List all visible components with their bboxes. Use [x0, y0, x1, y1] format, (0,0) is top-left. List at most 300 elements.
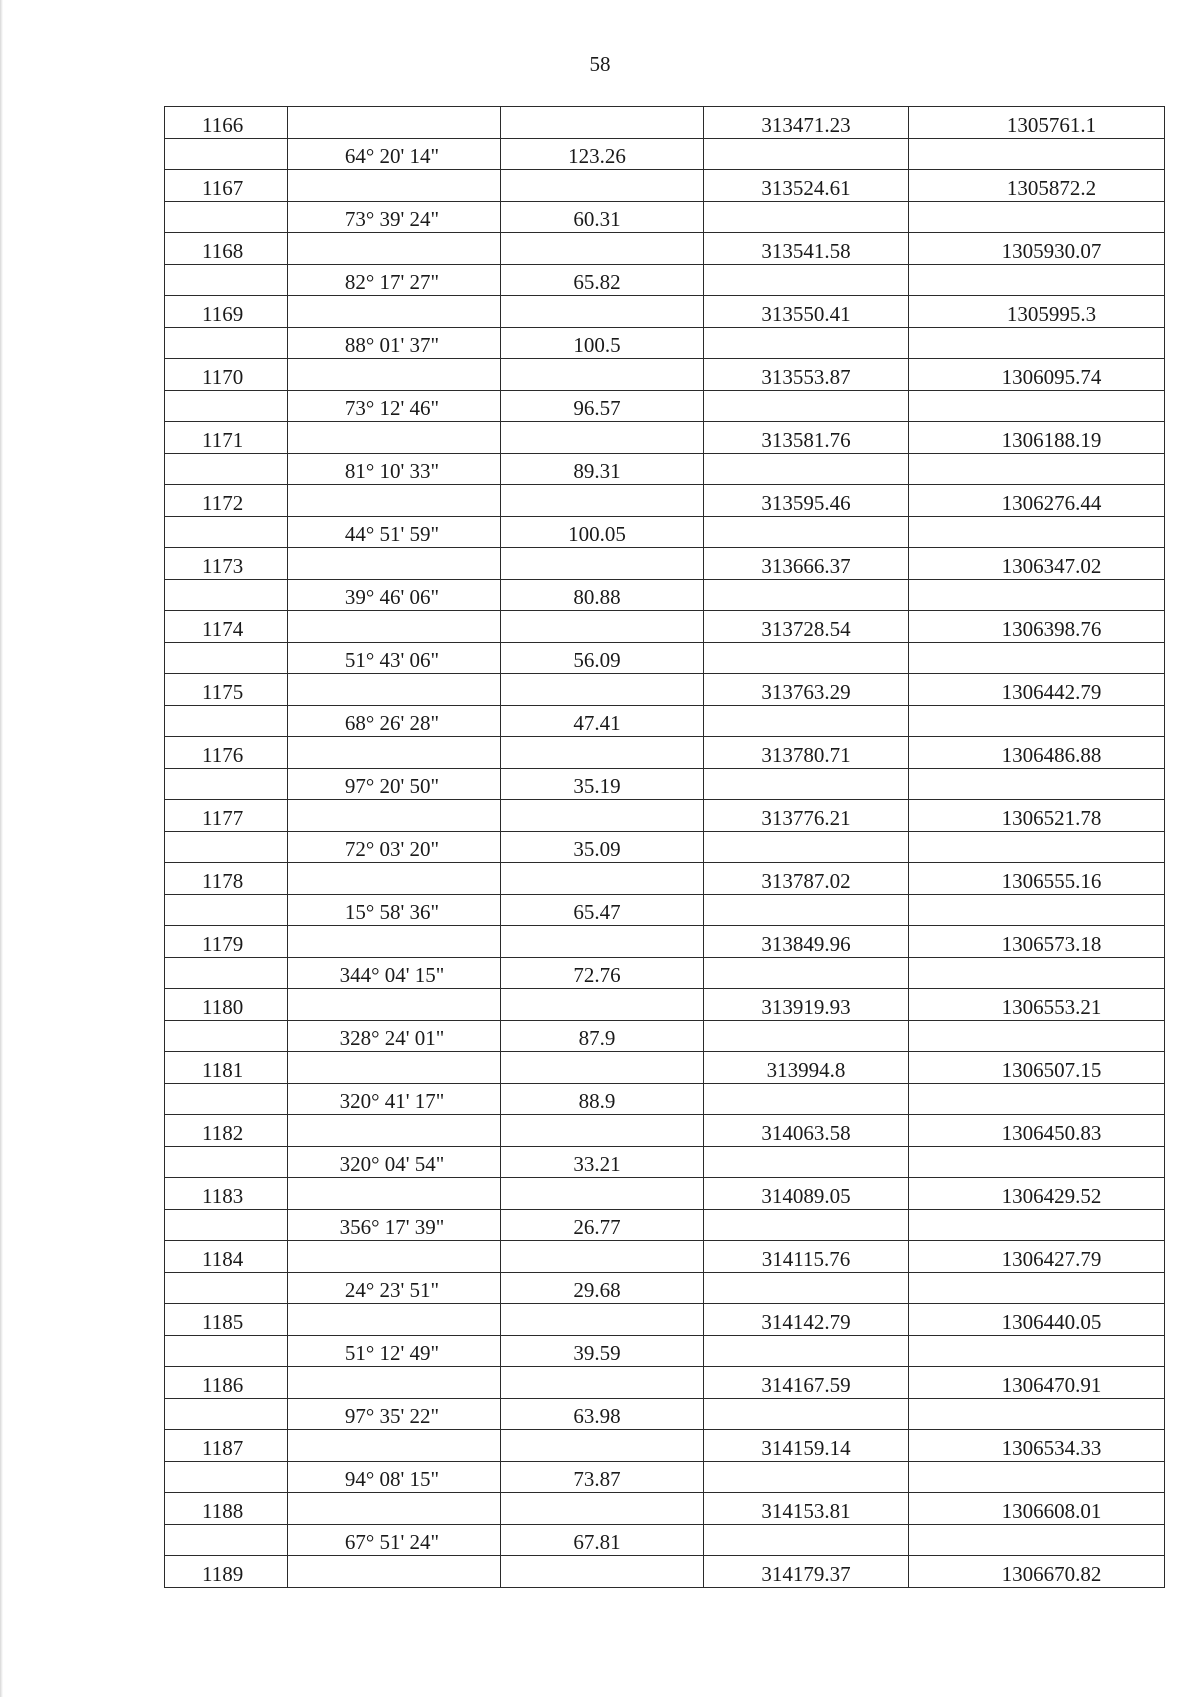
- easting-cell: [704, 926, 909, 958]
- distance-cell: [501, 926, 704, 958]
- bearing-cell-text: 72° 03' 20": [344, 837, 440, 861]
- distance-cell: [501, 737, 704, 769]
- bearing-cell: [288, 359, 501, 391]
- distance-cell: [501, 1461, 704, 1493]
- bearing-cell: [288, 107, 501, 139]
- table-row-leg: [165, 768, 1165, 800]
- distance-cell-text: 29.68: [573, 1278, 621, 1302]
- easting-cell: [704, 107, 909, 139]
- distance-cell: [501, 642, 704, 674]
- northing-cell-text: 1305872.2: [1006, 175, 1097, 200]
- station-cell-text: 1180: [202, 994, 244, 1019]
- easting-cell-text: 313553.87: [761, 364, 851, 389]
- northing-cell-text: 1306450.83: [1001, 1120, 1102, 1145]
- easting-cell: [704, 516, 909, 548]
- bearing-cell-text: 94° 08' 15": [344, 1467, 440, 1491]
- station-cell: [165, 1556, 288, 1588]
- distance-cell: [501, 894, 704, 926]
- station-cell: [165, 296, 288, 328]
- bearing-cell: [288, 611, 501, 643]
- easting-cell-text: 313849.96: [761, 931, 851, 956]
- distance-cell: [501, 1398, 704, 1430]
- station-cell-text: 1176: [202, 742, 244, 767]
- northing-cell: [909, 1430, 1165, 1462]
- northing-cell: [909, 359, 1165, 391]
- station-cell: [165, 138, 288, 170]
- station-cell: [165, 863, 288, 895]
- table-row-point: [165, 674, 1165, 706]
- distance-cell-text: 35.09: [573, 837, 621, 861]
- northing-cell: [909, 485, 1165, 517]
- northing-cell-text: 1306440.05: [1001, 1309, 1102, 1334]
- bearing-cell: [288, 1493, 501, 1525]
- station-cell-text: 1184: [202, 1246, 244, 1271]
- table-row-leg: [165, 894, 1165, 926]
- distance-cell: [501, 957, 704, 989]
- bearing-cell: [288, 800, 501, 832]
- northing-cell: [909, 737, 1165, 769]
- northing-cell-text: 1306670.82: [1001, 1561, 1102, 1586]
- distance-cell-text: 72.76: [573, 963, 621, 987]
- bearing-cell-text: 24° 23' 51": [344, 1278, 440, 1302]
- bearing-cell: [288, 894, 501, 926]
- distance-cell-text: 63.98: [573, 1404, 621, 1428]
- station-cell: [165, 1115, 288, 1147]
- easting-cell: [704, 642, 909, 674]
- easting-cell: [704, 1083, 909, 1115]
- bearing-cell-text: 320° 41' 17": [339, 1089, 445, 1113]
- station-cell: [165, 359, 288, 391]
- distance-cell: [501, 611, 704, 643]
- distance-cell: [501, 768, 704, 800]
- distance-cell-text: 73.87: [573, 1467, 621, 1491]
- bearing-cell-text: 68° 26' 28": [344, 711, 440, 735]
- bearing-cell-text: 44° 51' 59": [344, 522, 440, 546]
- distance-cell: [501, 863, 704, 895]
- northing-cell-text: 1306398.76: [1001, 616, 1102, 641]
- table-row-point: [165, 800, 1165, 832]
- easting-cell: [704, 390, 909, 422]
- easting-cell-text: 314159.14: [761, 1435, 851, 1460]
- station-cell: [165, 1493, 288, 1525]
- bearing-cell: [288, 233, 501, 265]
- table-row-leg: [165, 1020, 1165, 1052]
- northing-cell: [909, 1052, 1165, 1084]
- bearing-cell: [288, 674, 501, 706]
- table-row-leg: [165, 1398, 1165, 1430]
- station-cell: [165, 453, 288, 485]
- northing-cell: [909, 233, 1165, 265]
- northing-cell-text: 1305761.1: [1006, 112, 1097, 137]
- distance-cell: [501, 831, 704, 863]
- bearing-cell-text: 15° 58' 36": [344, 900, 440, 924]
- easting-cell: [704, 800, 909, 832]
- distance-cell: [501, 1272, 704, 1304]
- distance-cell-text: 67.81: [573, 1530, 621, 1554]
- station-cell: [165, 170, 288, 202]
- easting-cell-text: 314179.37: [761, 1561, 851, 1586]
- distance-cell: [501, 453, 704, 485]
- table-row-point: [165, 737, 1165, 769]
- bearing-cell: [288, 296, 501, 328]
- easting-cell: [704, 453, 909, 485]
- station-cell-text: 1186: [202, 1372, 244, 1397]
- northing-cell: [909, 170, 1165, 202]
- bearing-cell: [288, 138, 501, 170]
- bearing-cell: [288, 579, 501, 611]
- easting-cell: [704, 1304, 909, 1336]
- bearing-cell: [288, 1272, 501, 1304]
- easting-cell-text: 313728.54: [761, 616, 851, 641]
- station-cell: [165, 768, 288, 800]
- distance-cell: [501, 170, 704, 202]
- station-cell: [165, 327, 288, 359]
- bearing-cell-text: 82° 17' 27": [344, 270, 440, 294]
- station-cell-text: 1173: [202, 553, 244, 578]
- station-cell: [165, 611, 288, 643]
- station-cell-text: 1168: [202, 238, 244, 263]
- easting-cell-text: 313595.46: [761, 490, 851, 515]
- easting-cell-text: 314167.59: [761, 1372, 851, 1397]
- distance-cell: [501, 579, 704, 611]
- station-cell: [165, 926, 288, 958]
- easting-cell: [704, 705, 909, 737]
- table-row-leg: [165, 1083, 1165, 1115]
- easting-cell: [704, 422, 909, 454]
- table-row-leg: [165, 1524, 1165, 1556]
- distance-cell-text: 123.26: [568, 144, 626, 168]
- northing-cell: [909, 957, 1165, 989]
- easting-cell: [704, 579, 909, 611]
- easting-cell: [704, 1020, 909, 1052]
- station-cell-text: 1167: [202, 175, 244, 200]
- easting-cell-text: 313581.76: [761, 427, 851, 452]
- easting-cell-text: 313666.37: [761, 553, 851, 578]
- northing-cell: [909, 453, 1165, 485]
- northing-cell-text: 1306429.52: [1001, 1183, 1102, 1208]
- northing-cell: [909, 1335, 1165, 1367]
- bearing-cell: [288, 170, 501, 202]
- table-row-point: [165, 422, 1165, 454]
- page-number: 58: [589, 52, 611, 76]
- bearing-cell: [288, 1556, 501, 1588]
- easting-cell: [704, 611, 909, 643]
- northing-cell: [909, 422, 1165, 454]
- northing-cell: [909, 1178, 1165, 1210]
- distance-cell-text: 96.57: [573, 396, 621, 420]
- bearing-cell-text: 73° 12' 46": [344, 396, 440, 420]
- table-row-point: [165, 548, 1165, 580]
- bearing-cell: [288, 1115, 501, 1147]
- northing-cell: [909, 201, 1165, 233]
- distance-cell-text: 80.88: [573, 585, 621, 609]
- table-row-leg: [165, 579, 1165, 611]
- bearing-cell-text: 97° 35' 22": [344, 1404, 440, 1428]
- northing-cell-text: 1306553.21: [1001, 994, 1102, 1019]
- northing-cell: [909, 1493, 1165, 1525]
- station-cell: [165, 1430, 288, 1462]
- easting-cell: [704, 1178, 909, 1210]
- bearing-cell: [288, 1178, 501, 1210]
- table-row-point: [165, 296, 1165, 328]
- easting-cell: [704, 989, 909, 1021]
- station-cell: [165, 800, 288, 832]
- station-cell: [165, 233, 288, 265]
- easting-cell-text: 313471.23: [761, 112, 851, 137]
- bearing-cell-text: [288, 1585, 500, 1587]
- northing-cell: [909, 390, 1165, 422]
- station-cell-text: 1170: [202, 364, 244, 389]
- northing-cell: [909, 705, 1165, 737]
- distance-cell: [501, 201, 704, 233]
- distance-cell: [501, 548, 704, 580]
- table-row-point: [165, 107, 1165, 139]
- bearing-cell-text: 344° 04' 15": [339, 963, 445, 987]
- easting-cell: [704, 485, 909, 517]
- distance-cell: [501, 233, 704, 265]
- bearing-cell: [288, 1430, 501, 1462]
- scan-edge: [0, 0, 3, 1697]
- station-cell: [165, 642, 288, 674]
- easting-cell: [704, 1115, 909, 1147]
- distance-cell-text: 56.09: [573, 648, 621, 672]
- bearing-cell: [288, 1209, 501, 1241]
- distance-cell: [501, 107, 704, 139]
- station-cell-text: 1182: [202, 1120, 244, 1145]
- station-cell: [165, 201, 288, 233]
- table-row-point: [165, 1304, 1165, 1336]
- station-cell: [165, 705, 288, 737]
- easting-cell: [704, 1052, 909, 1084]
- distance-cell: [501, 989, 704, 1021]
- bearing-cell: [288, 831, 501, 863]
- easting-cell: [704, 1272, 909, 1304]
- station-cell-text: 1189: [202, 1561, 244, 1586]
- bearing-cell-text: 81° 10' 33": [344, 459, 440, 483]
- easting-cell: [704, 1241, 909, 1273]
- northing-cell: [909, 1083, 1165, 1115]
- distance-cell: [501, 1052, 704, 1084]
- bearing-cell: [288, 768, 501, 800]
- distance-cell: [501, 1524, 704, 1556]
- station-cell-text: 1174: [202, 616, 244, 641]
- northing-cell: [909, 107, 1165, 139]
- table-row-point: [165, 485, 1165, 517]
- table-row-leg: [165, 1209, 1165, 1241]
- bearing-cell: [288, 327, 501, 359]
- station-cell-text: 1177: [202, 805, 244, 830]
- northing-cell: [909, 768, 1165, 800]
- northing-cell: [909, 1367, 1165, 1399]
- northing-cell: [909, 894, 1165, 926]
- distance-cell: [501, 1304, 704, 1336]
- table-row-point: [165, 1556, 1165, 1588]
- easting-cell: [704, 327, 909, 359]
- northing-cell: [909, 548, 1165, 580]
- bearing-cell: [288, 516, 501, 548]
- easting-cell: [704, 359, 909, 391]
- distance-cell: [501, 138, 704, 170]
- table-row-point: [165, 233, 1165, 265]
- station-cell: [165, 1398, 288, 1430]
- bearing-cell: [288, 1398, 501, 1430]
- bearing-cell-text: 67° 51' 24": [344, 1530, 440, 1554]
- northing-cell: [909, 1209, 1165, 1241]
- northing-cell-text: 1305930.07: [1001, 238, 1102, 263]
- station-cell: [165, 1020, 288, 1052]
- bearing-cell: [288, 390, 501, 422]
- northing-cell-text: 1306486.88: [1001, 742, 1102, 767]
- distance-cell-text: 65.47: [573, 900, 621, 924]
- table-row-point: [165, 1178, 1165, 1210]
- bearing-cell: [288, 863, 501, 895]
- station-cell: [165, 548, 288, 580]
- station-cell-text: 1169: [202, 301, 244, 326]
- bearing-cell-text: 356° 17' 39": [339, 1215, 445, 1239]
- easting-cell-text: 313776.21: [761, 805, 851, 830]
- station-cell-text: 1187: [202, 1435, 244, 1460]
- easting-cell-text: 313994.8: [766, 1057, 846, 1082]
- easting-cell: [704, 1209, 909, 1241]
- easting-cell-text: 313780.71: [761, 742, 851, 767]
- distance-cell: [501, 800, 704, 832]
- table-row-leg: [165, 1146, 1165, 1178]
- station-cell: [165, 1367, 288, 1399]
- northing-cell: [909, 264, 1165, 296]
- northing-cell: [909, 1461, 1165, 1493]
- easting-cell: [704, 831, 909, 863]
- distance-cell-text: 89.31: [573, 459, 621, 483]
- northing-cell: [909, 1272, 1165, 1304]
- table-row-point: [165, 359, 1165, 391]
- easting-cell: [704, 233, 909, 265]
- distance-cell-text: 87.9: [578, 1026, 616, 1050]
- northing-cell-text: 1306427.79: [1001, 1246, 1102, 1271]
- easting-cell: [704, 138, 909, 170]
- station-cell-text: 1185: [202, 1309, 244, 1334]
- distance-cell: [501, 327, 704, 359]
- table-row-point: [165, 1241, 1165, 1273]
- station-cell: [165, 1083, 288, 1115]
- easting-cell: [704, 1493, 909, 1525]
- table-row-point: [165, 926, 1165, 958]
- station-cell-text: 1179: [202, 931, 244, 956]
- easting-cell-text: 313524.61: [761, 175, 851, 200]
- easting-cell: [704, 674, 909, 706]
- station-cell: [165, 1178, 288, 1210]
- table-row-leg: [165, 1461, 1165, 1493]
- easting-cell: [704, 201, 909, 233]
- table-row-point: [165, 989, 1165, 1021]
- northing-cell: [909, 863, 1165, 895]
- station-cell-text: 1188: [202, 1498, 244, 1523]
- distance-cell-text: 65.82: [573, 270, 621, 294]
- distance-cell: [501, 390, 704, 422]
- northing-cell: [909, 516, 1165, 548]
- station-cell: [165, 1052, 288, 1084]
- station-cell-text: 1171: [202, 427, 244, 452]
- easting-cell: [704, 863, 909, 895]
- distance-cell: [501, 1146, 704, 1178]
- bearing-cell: [288, 737, 501, 769]
- northing-cell: [909, 642, 1165, 674]
- table-row-leg: [165, 138, 1165, 170]
- easting-cell: [704, 296, 909, 328]
- distance-cell-text: 39.59: [573, 1341, 621, 1365]
- northing-cell: [909, 800, 1165, 832]
- distance-cell: [501, 1115, 704, 1147]
- easting-cell-text: 313787.02: [761, 868, 851, 893]
- table-row-leg: [165, 390, 1165, 422]
- northing-cell: [909, 926, 1165, 958]
- northing-cell-text: 1306555.16: [1001, 868, 1102, 893]
- table-row-point: [165, 863, 1165, 895]
- table-row-leg: [165, 453, 1165, 485]
- station-cell: [165, 1524, 288, 1556]
- bearing-cell: [288, 1052, 501, 1084]
- distance-cell-text: 60.31: [573, 207, 621, 231]
- table-row-leg: [165, 264, 1165, 296]
- distance-cell: [501, 264, 704, 296]
- northing-cell-text: 1306608.01: [1001, 1498, 1102, 1523]
- table-row-leg: [165, 327, 1165, 359]
- northing-cell: [909, 989, 1165, 1021]
- station-cell: [165, 737, 288, 769]
- survey-coordinates-table: [164, 106, 1165, 1588]
- table-row-leg: [165, 201, 1165, 233]
- table-row-point: [165, 1052, 1165, 1084]
- distance-cell: [501, 1556, 704, 1588]
- distance-cell-text: [501, 1585, 703, 1587]
- table-row-point: [165, 1367, 1165, 1399]
- bearing-cell: [288, 548, 501, 580]
- northing-cell: [909, 1146, 1165, 1178]
- bearing-cell: [288, 1524, 501, 1556]
- northing-cell: [909, 327, 1165, 359]
- station-cell: [165, 579, 288, 611]
- bearing-cell: [288, 1367, 501, 1399]
- station-cell: [165, 674, 288, 706]
- easting-cell-text: 313763.29: [761, 679, 851, 704]
- northing-cell-text: 1306507.15: [1001, 1057, 1102, 1082]
- distance-cell: [501, 674, 704, 706]
- distance-cell-text: 88.9: [578, 1089, 616, 1113]
- station-cell-text: 1175: [202, 679, 244, 704]
- station-cell-text: 1166: [202, 112, 244, 137]
- easting-cell-text: 314063.58: [761, 1120, 851, 1145]
- table-row-leg: [165, 642, 1165, 674]
- distance-cell: [501, 1178, 704, 1210]
- easting-cell-text: 314142.79: [761, 1309, 851, 1334]
- distance-cell: [501, 422, 704, 454]
- station-cell: [165, 1241, 288, 1273]
- distance-cell: [501, 1241, 704, 1273]
- station-cell: [165, 390, 288, 422]
- northing-cell-text: 1306442.79: [1001, 679, 1102, 704]
- station-cell-text: 1172: [202, 490, 244, 515]
- table-row-leg: [165, 705, 1165, 737]
- distance-cell: [501, 359, 704, 391]
- easting-cell-text: 314115.76: [761, 1246, 851, 1271]
- easting-cell: [704, 768, 909, 800]
- easting-cell: [704, 1398, 909, 1430]
- easting-cell-text: 313919.93: [761, 994, 851, 1019]
- northing-cell: [909, 611, 1165, 643]
- northing-cell: [909, 1115, 1165, 1147]
- bearing-cell: [288, 201, 501, 233]
- bearing-cell-text: 328° 24' 01": [339, 1026, 445, 1050]
- distance-cell: [501, 1083, 704, 1115]
